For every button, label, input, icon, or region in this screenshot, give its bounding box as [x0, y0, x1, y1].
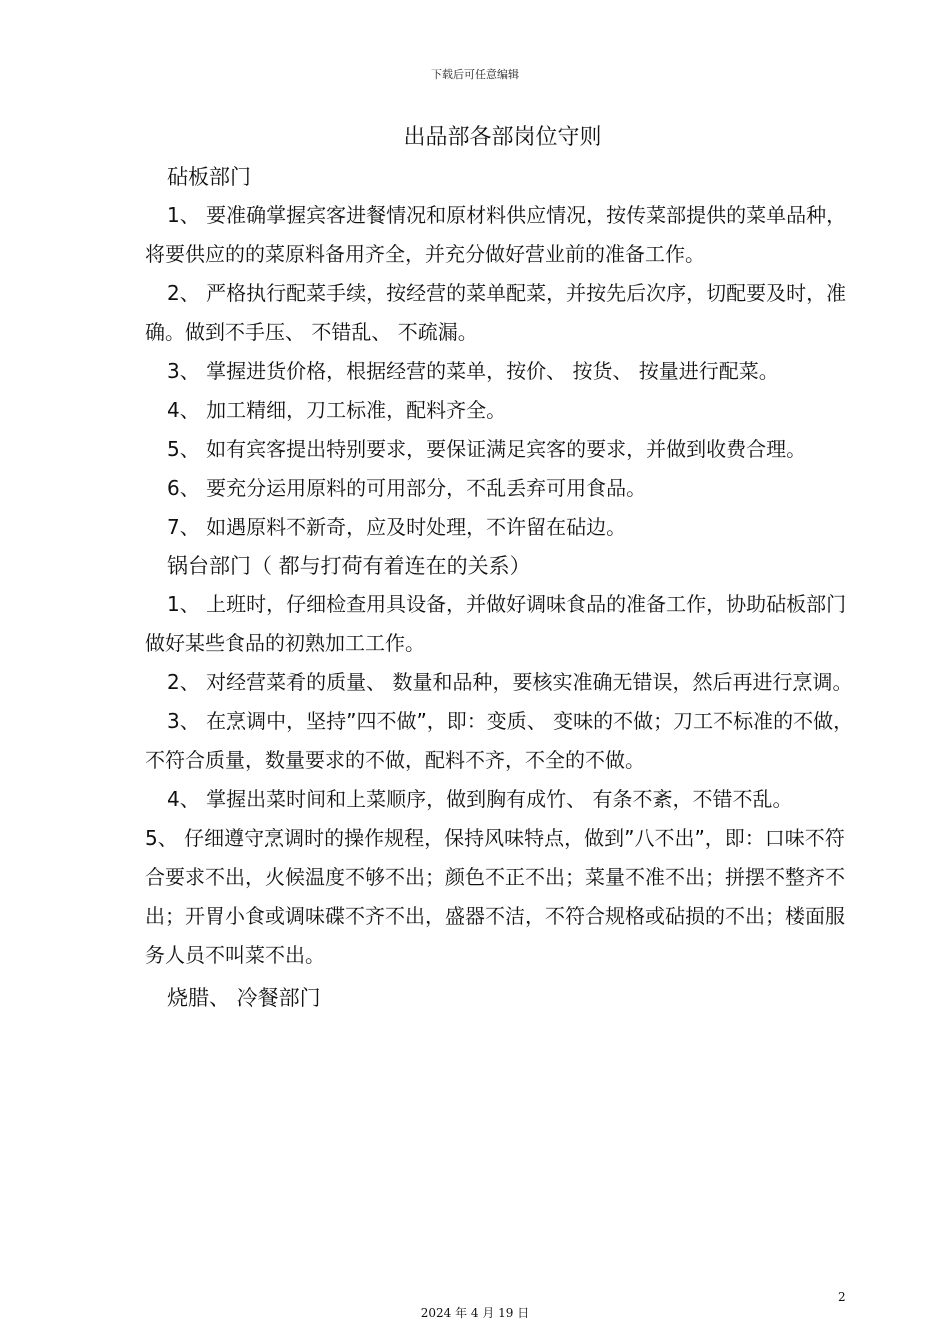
list-item: 3、 在烹调中，坚持”四不做”，即：变质、 变味的不做；刀工不标准的不做，不符合质量，数量要求的不做，配料不齐，不全的不做。 — [145, 709, 854, 772]
section-heading: 烧腊、 冷餐部门 — [167, 986, 321, 1010]
list-item: 6、 要充分运用原料的可用部分，不乱丢弃可用食品。 — [167, 476, 647, 500]
footer-date: 2024 年 4 月 19 日 — [420, 1306, 530, 1320]
list-item: 2、 严格执行配菜手续，按经营的菜单配菜，并按先后次序，切配要及时，准确。做到不手压、 不错乱、 不疏漏。 — [145, 281, 847, 344]
list-item: 4、 掌握出菜时间和上菜顺序，做到胸有成竹、 有条不紊，不错不乱。 — [167, 787, 793, 811]
list-item: 3、 掌握进货价格，根据经营的菜单，按价、 按货、 按量进行配菜。 — [167, 359, 779, 383]
document-body — [145, 118, 860, 1017]
list-item: 2、 对经营菜肴的质量、 数量和品种，要核实准确无错误，然后再进行烹调。 — [167, 670, 853, 694]
list-item: 5、 仔细遵守烹调时的操作规程，保持风味特点，做到”八不出”，即：口味不符合要求不出，火候温度不够不出；颜色不正不出；菜量不准不出；拼摆不整齐不出；开胃小食或调味碟不齐不出，盛器不洁，不符合规格或砧损的不出；楼面服务人员不叫菜不出。 — [145, 826, 845, 967]
page-header: 下载后可任意编辑 — [431, 68, 519, 81]
section-heading: 砧板部门 — [167, 165, 251, 189]
list-item: 1、 要准确掌握宾客进餐情况和原材料供应情况，按传菜部提供的菜单品种，将要供应的的菜原料备用齐全，并充分做好营业前的准备工作。 — [145, 203, 847, 266]
list-item: 5、 如有宾客提出特别要求，要保证满足宾客的要求，并做到收费合理。 — [167, 437, 807, 461]
list-item: 7、 如遇原料不新奇，应及时处理，不许留在砧边。 — [167, 515, 627, 539]
document-title: 出品部各部岗位守则 — [403, 125, 602, 150]
section-heading: 锅台部门（ 都与打荷有着连在的关系） — [167, 554, 531, 578]
list-item: 1、 上班时，仔细检查用具设备，并做好调味食品的准备工作，协助砧板部门做好某些食品的初熟加工工作。 — [145, 592, 847, 655]
page-number: 2 — [838, 1290, 846, 1304]
list-item: 4、 加工精细，刀工标准，配料齐全。 — [167, 398, 507, 422]
